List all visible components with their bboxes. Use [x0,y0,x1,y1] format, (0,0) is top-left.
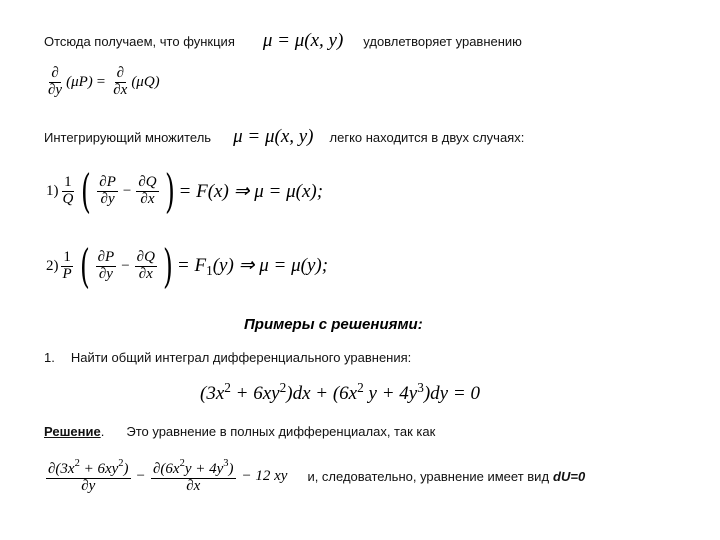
exponent: 2 [279,380,287,395]
integrating-factor-text: Интегрирующий множитель [44,129,212,145]
dq-dx-fraction [136,175,158,208]
f-symbol: = F [176,254,207,276]
expr-part: ∂(3x [48,461,75,477]
ode-equation [200,380,480,405]
partial-x-denominator: ∂x [186,477,201,494]
ode-part: (3x [200,383,225,404]
partial-y: ∂y [100,190,115,207]
expr-part: + 6xy [79,461,119,477]
partial-symbol: ∂ [116,65,124,81]
two-cases-text: легко находится в двух случаях: [329,129,525,145]
intro-text: Отсюда получаем, что функция [44,33,235,49]
partial-n-fraction [151,458,236,495]
minus-sign: − [121,257,130,274]
denominator-p: P [62,265,72,282]
exponent: 3 [417,380,424,395]
exponent: 2 [74,458,80,469]
mu-q-term: (μQ) [131,73,160,90]
right-paren: ) [162,239,173,293]
partial-y-denominator: ∂y [81,477,96,494]
expr-part: ) [123,461,129,477]
partial-y: ∂y [98,265,113,282]
ode-part: )dx + (6x [286,383,358,404]
exponent: 2 [357,380,364,395]
partial-dx-fraction [111,66,129,99]
one-over-q-fraction [61,175,76,208]
partial-dy-fraction [46,66,64,99]
case-1-label: 1) [46,182,59,199]
partial-symbol: ∂ [51,65,59,81]
total-differential-check [44,458,585,495]
numerator-one: 1 [64,173,72,190]
ode-part: )dy = 0 [423,383,480,404]
du-zero-result: dU=0 [553,468,586,484]
check-tail: − 12 xy [241,467,288,484]
partial-p: ∂P [97,248,115,265]
solution-dot: . [100,424,105,439]
dp-dy-fraction [96,250,117,283]
minus-sign: − [122,182,132,199]
exponent: 2 [224,380,231,395]
example-1 [44,350,411,365]
exponent: 3 [223,458,229,469]
exponent: 2 [118,458,124,469]
case-2-formula [46,239,329,293]
solution-line [44,424,435,439]
ode-part: + 6xy [230,383,280,404]
partial-q: ∂Q [136,248,155,265]
example-text: Найти общий интеграл дифференциального уравнения: [70,350,412,365]
expr-part: y + 4y [184,461,224,477]
dq-dx-fraction [135,250,157,283]
partial-q: ∂Q [138,173,157,190]
one-over-p-fraction [61,250,74,283]
solution-text: Это уравнение в полных дифференциалах, так как [126,424,436,439]
case-2-result [177,254,328,279]
conclusion-text: и, следовательно, уравнение имеет вид [307,468,550,484]
right-paren: ) [164,164,175,218]
example-number: 1. [44,350,55,365]
case-2-result-rest: (y) ⇒ μ = μ(y); [212,254,329,276]
integrating-factor-line [44,126,524,148]
case-2-label: 2) [46,257,59,274]
partial-n-numerator [151,458,236,479]
left-paren: ( [81,164,92,218]
examples-heading: Примеры с решениями: [244,316,423,333]
partial-m-fraction [46,458,131,495]
mu-p-term: (μP) [66,73,93,90]
denominator-q: Q [62,190,74,207]
minus-sign: − [136,467,145,484]
partial-x: ∂x [138,265,153,282]
mu-formula: μ = μ(x, y) [233,126,314,147]
mu-function-formula: μ = μ(x, y) [262,30,344,51]
equals-sign: = [96,73,106,90]
exponent: 2 [179,458,185,469]
intro-text-after: удовлетворяет уравнению [363,33,522,49]
f-subscript: 1 [206,262,213,278]
solution-label: Решение [44,424,101,439]
left-paren: ( [79,239,90,293]
partial-dx: ∂x [113,81,128,98]
main-equation [44,66,160,99]
partial-p: ∂P [99,173,116,190]
partial-dy: ∂y [48,81,63,98]
intro-line [44,30,522,52]
ode-part: y + 4y [363,383,418,404]
partial-x: ∂x [140,190,155,207]
dp-dy-fraction [97,175,118,208]
case-1-result: = F(x) ⇒ μ = μ(x); [178,180,324,202]
expr-part: ∂(6x [152,461,180,477]
numerator-one: 1 [63,248,71,265]
partial-m-numerator [46,458,131,479]
expr-part: ) [228,461,234,477]
case-1-formula [46,164,324,218]
